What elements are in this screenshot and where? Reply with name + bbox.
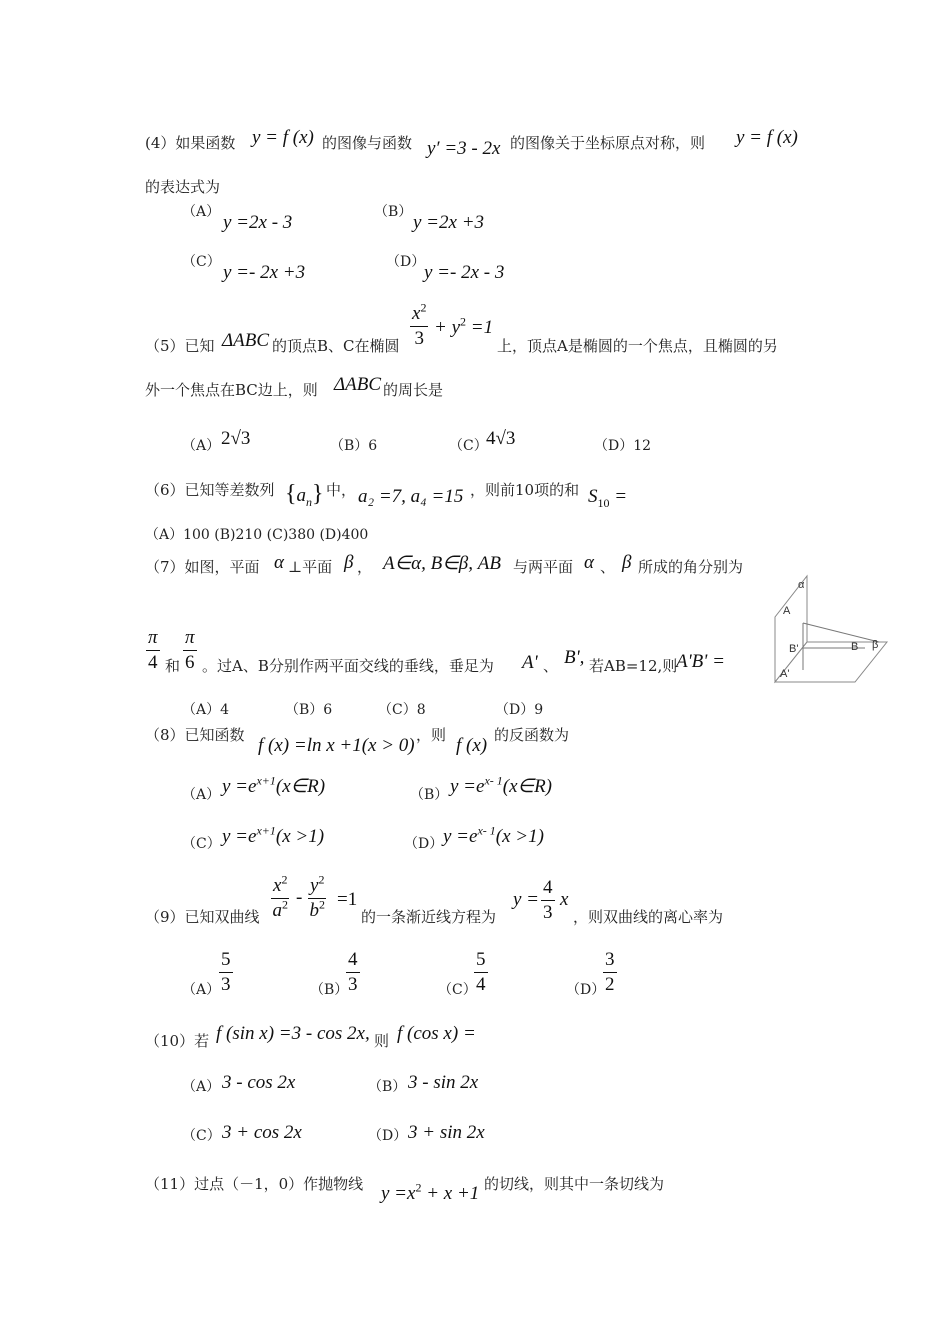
q8-a-exp: x+1 xyxy=(256,773,276,788)
q4-function-f: y = f (x) xyxy=(252,127,314,148)
q9-n3: 4 xyxy=(541,878,555,901)
q9-option-d-label: （D） xyxy=(566,982,606,998)
q7-a-prime: A' xyxy=(522,652,538,673)
q11-parabola: $y =x^2 + x +1$ xyxy=(381,1180,480,1204)
q8-c-tail: (x >1) xyxy=(275,826,325,847)
q5-option-b: （B）6 xyxy=(330,438,378,454)
q8-option-d xyxy=(443,823,544,847)
q9-fraction-4-3 xyxy=(541,878,555,923)
q4-function-f2: y = f (x) xyxy=(736,127,798,148)
q8-b-exp: x- 1 xyxy=(484,773,503,788)
q7-intro: （7）如图，平面 xyxy=(145,558,260,576)
q8-option-b-label: （B） xyxy=(410,787,449,803)
q5-ellipse-fraction: $\frac{x^2}{3}$ xyxy=(412,300,427,349)
q6-sequence: $\{a_n\}$ xyxy=(285,481,324,509)
fig-label-a-prime: A' xyxy=(780,668,790,680)
q10-option-a: 3 - cos 2x xyxy=(222,1072,296,1093)
q5-ellipse-eq: =1 xyxy=(466,317,494,338)
q7-text-f: 。过A、B分别作两平面交线的垂线，垂足为 xyxy=(202,657,494,675)
q9-b-den: 3 xyxy=(348,973,358,995)
q4-option-b-label: （B） xyxy=(374,204,413,220)
q7-alpha-2: α xyxy=(584,552,594,573)
q10-option-d-label: （D） xyxy=(368,1128,408,1144)
q9-n2: y xyxy=(310,875,319,896)
q4-option-c-label: （C） xyxy=(182,254,221,270)
q8-b-base: y =e xyxy=(450,776,485,797)
q9-option-d xyxy=(603,950,617,995)
q7-text-c: 与两平面 xyxy=(513,558,574,576)
q9-minus: - xyxy=(296,887,303,908)
q5-option-a: 2√3 xyxy=(221,428,251,449)
q9-a-den: 3 xyxy=(221,973,231,995)
q5-option-a-label: （A） xyxy=(182,438,221,454)
q4-option-a: y =2x - 3 xyxy=(223,212,293,233)
q9-text-c: ，则双曲线的离心率为 xyxy=(573,908,724,926)
q8-option-a xyxy=(222,773,326,797)
fig-label-beta: β xyxy=(872,639,879,651)
q7-sep: 、 xyxy=(600,558,616,576)
q9-c-den: 4 xyxy=(476,973,486,995)
q7-planes-figure xyxy=(765,570,890,685)
fig-label-alpha: α xyxy=(798,579,805,591)
q7-result: A'B' = xyxy=(676,651,725,672)
q6-sum-eq: = xyxy=(609,486,628,507)
q9-fraction-x-a: $\frac{x^2}{a^2}$ xyxy=(272,872,288,921)
q5-text-e: 的周长是 xyxy=(383,381,444,399)
q8-function-2: f (x) xyxy=(456,735,488,756)
q7-fraction-2-den: 6 xyxy=(185,651,195,673)
q9-b-num: 4 xyxy=(346,950,360,973)
q8-d-base: y =e xyxy=(443,826,478,847)
q9-d-den: 2 xyxy=(605,973,615,995)
q9-d1: a xyxy=(272,899,282,921)
q6-intro: （6）已知等差数列 xyxy=(145,481,275,499)
q8-function: f (x) =ln x +1(x > 0) xyxy=(258,735,415,756)
q9-n1: x xyxy=(273,875,282,896)
q5-text-b: 的顶点B、C在椭圆 xyxy=(272,337,400,355)
q9-d-num: 3 xyxy=(603,950,617,973)
q10-option-b: 3 - sin 2x xyxy=(408,1072,479,1093)
q8-a-base: y =e xyxy=(222,776,257,797)
q5-text-d: 外一个焦点在BC边上，则 xyxy=(145,381,318,399)
q9-option-a-label: （A） xyxy=(182,982,221,998)
q10-intro: （10）若 xyxy=(145,1032,210,1050)
q7-fraction-2-num: π xyxy=(183,628,197,651)
q9-text-b: 的一条渐近线方程为 xyxy=(361,908,497,926)
q9-a-num: 5 xyxy=(219,950,233,973)
q4-option-a-label: （A） xyxy=(182,204,221,220)
q9-option-c-label: （C） xyxy=(438,982,477,998)
q8-d-tail: (x >1) xyxy=(495,826,544,847)
q7-alpha: α xyxy=(274,552,284,573)
q4-option-c: y =- 2x +3 xyxy=(223,262,306,283)
q5-triangle: ΔABC xyxy=(222,330,270,351)
fig-label-b: B xyxy=(851,641,859,653)
q7-text-g: 、 xyxy=(543,657,559,675)
q7-beta-2: β xyxy=(622,552,632,573)
q4-intro: (4）如果函数 xyxy=(145,134,236,152)
q8-option-b xyxy=(450,773,553,797)
q4-text-c: 的图像关于坐标原点对称，则 xyxy=(510,134,706,152)
q6-options: （A）100 (B)210 (C)380 (D)400 xyxy=(145,527,369,543)
q10-text-b: 则 xyxy=(374,1032,390,1050)
q9-d3: 3 xyxy=(543,901,553,923)
plane-alpha-shape xyxy=(775,576,807,682)
q11-parabola-b: + x +1 xyxy=(421,1183,480,1204)
q10-function-2: f (cos x) = xyxy=(397,1023,476,1044)
q7-perp: ⊥平面 xyxy=(288,558,333,576)
q9-fraction-y-b: $\frac{y^2}{b^2}$ xyxy=(309,872,325,921)
q5-ellipse-rest: + $y^2 =1$ xyxy=(434,314,494,338)
q7-option-a: （A）4 xyxy=(182,702,230,718)
q9-option-a xyxy=(219,950,233,995)
q8-option-d-label: （D） xyxy=(404,836,444,852)
q10-option-d: 3 + sin 2x xyxy=(408,1122,485,1143)
q7-text-h: 若AB=12,则 xyxy=(589,657,678,675)
q11-text-b: 的切线，则其中一条切线为 xyxy=(484,1175,665,1193)
q9-option-b-label: （B） xyxy=(310,982,349,998)
q8-text-c: 的反函数为 xyxy=(494,726,570,744)
q6-sequence-a: a xyxy=(296,485,307,506)
q8-option-a-label: （A） xyxy=(182,787,221,803)
segment-ab xyxy=(803,623,879,642)
q7-option-b: （B）6 xyxy=(285,702,333,718)
q7-option-d: （D）9 xyxy=(495,702,544,718)
q4-option-d: y =- 2x - 3 xyxy=(424,262,505,283)
q7-condition: A∈α, B∈β, AB xyxy=(383,553,501,574)
q7-fraction-pi-4 xyxy=(146,628,160,673)
q9-intro: （9）已知双曲线 xyxy=(145,908,260,926)
q8-option-c xyxy=(222,823,325,847)
q4-function-g: y′ =3 - 2x xyxy=(427,138,501,159)
q6-sum xyxy=(588,486,628,510)
q8-option-c-label: （C） xyxy=(182,836,221,852)
q7-beta: β xyxy=(344,552,354,573)
q8-c-base: y =e xyxy=(222,826,257,847)
q8-intro: （8）已知函数 xyxy=(145,726,245,744)
q10-option-c: 3 + cos 2x xyxy=(222,1122,302,1143)
q4-option-b: y =2x +3 xyxy=(413,212,485,233)
q9-c-num: 5 xyxy=(474,950,488,973)
q4-text-b: 的图像与函数 xyxy=(322,134,413,152)
q9-y-eq: y = xyxy=(513,889,540,910)
fig-label-a: A xyxy=(783,605,791,617)
q7-text-e: 所成的角分别为 xyxy=(638,558,744,576)
q11-parabola-a: y =x xyxy=(381,1183,416,1204)
q10-option-a-label: （A） xyxy=(182,1079,221,1095)
q6-text-b: 中， xyxy=(326,481,357,499)
q9-eq: =1 xyxy=(337,889,358,910)
q5-option-c: 4√3 xyxy=(486,428,516,449)
q6-sequence-n: n xyxy=(306,494,313,509)
fig-label-b-prime: B' xyxy=(789,643,799,655)
q7-option-c: （C）8 xyxy=(378,702,426,718)
q9-option-b xyxy=(346,950,360,995)
q10-function: f (sin x) =3 - cos 2x, xyxy=(216,1023,370,1044)
q8-b-tail: (x∈R) xyxy=(502,776,553,797)
q8-c-exp: x+1 xyxy=(256,823,276,838)
q8-a-tail: (x∈R) xyxy=(275,776,326,797)
q6-condition: a₂ =7, a₄ =15 xyxy=(358,486,464,507)
q4-text-d: 的表达式为 xyxy=(145,178,221,196)
q11-intro: （11）过点（－1，0）作抛物线 xyxy=(145,1175,364,1193)
q7-comma: ， xyxy=(357,558,373,576)
q5-text-c: 上，顶点A是椭圆的一个焦点，且椭圆的另 xyxy=(497,337,778,355)
q8-d-exp: x- 1 xyxy=(477,823,496,838)
q7-b-prime: B', xyxy=(564,647,585,668)
q5-fraction-numerator: x xyxy=(412,303,421,324)
q6-text-c: ，则前10项的和 xyxy=(470,481,580,499)
q7-fraction-1-num: π xyxy=(146,628,160,651)
q5-intro: （5）已知 xyxy=(145,337,215,355)
q5-option-c-label: （C） xyxy=(449,438,488,454)
q8-text-b: ，则 xyxy=(416,726,447,744)
q6-sum-s: S xyxy=(588,486,598,507)
q5-triangle-2: ΔABC xyxy=(334,374,382,395)
q7-and: 和 xyxy=(165,657,181,675)
q10-option-c-label: （C） xyxy=(182,1128,221,1144)
q5-ellipse-y: + y xyxy=(434,317,461,338)
q7-fraction-1-den: 4 xyxy=(148,651,158,673)
q4-option-d-label: （D） xyxy=(386,254,426,270)
q5-option-d: （D）12 xyxy=(594,438,652,454)
q7-fraction-pi-6 xyxy=(183,628,197,673)
q6-sum-sub: 10 xyxy=(597,495,610,510)
q9-option-c xyxy=(474,950,488,995)
q10-option-b-label: （B） xyxy=(368,1079,407,1095)
q5-fraction-denominator: 3 xyxy=(414,327,424,349)
q9-d2: b xyxy=(309,899,319,921)
q9-x: x xyxy=(560,889,569,910)
